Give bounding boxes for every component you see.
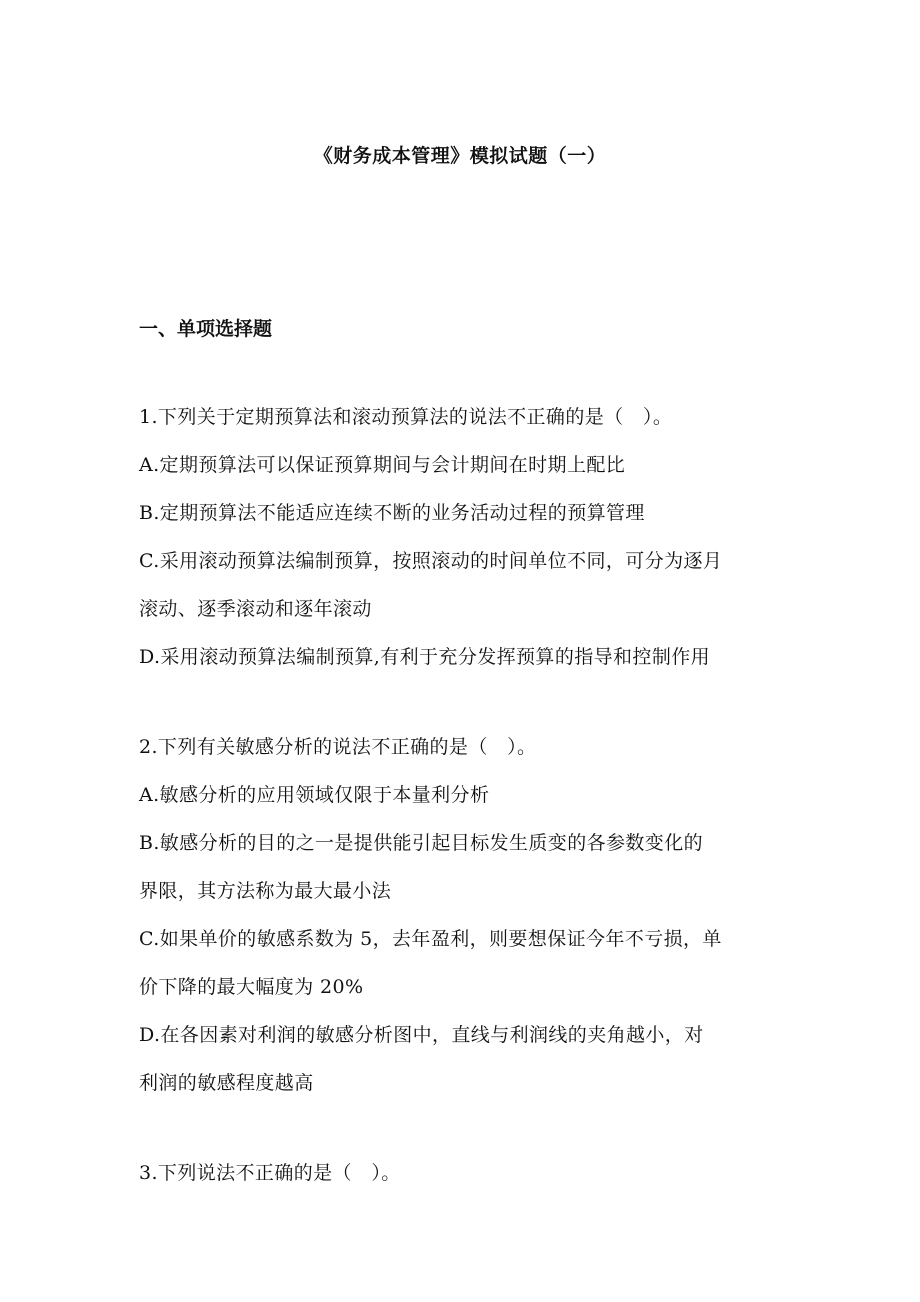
question-1-option-b: B.定期预算法不能适应连续不断的业务活动过程的预算管理 [139, 502, 645, 524]
question-2-option-d-line1: D.在各因素对利润的敏感分析图中，直线与利润线的夹角越小，对 [139, 1024, 704, 1046]
question-3-stem: 3.下列说法不正确的是（ ）。 [139, 1162, 401, 1184]
question-2-option-c-line1: C.如果单价的敏感系数为 5，去年盈利，则要想保证今年不亏损，单 [139, 928, 722, 950]
question-2-option-b-line2: 界限，其方法称为最大最小法 [139, 880, 392, 902]
question-1-option-d: D.采用滚动预算法编制预算,有利于充分发挥预算的指导和控制作用 [139, 646, 711, 668]
question-1-option-c-line1: C.采用滚动预算法编制预算，按照滚动的时间单位不同，可分为逐月 [139, 550, 723, 572]
question-2-option-d-line2: 利润的敏感程度越高 [139, 1072, 314, 1094]
section-heading: 一、单项选择题 [139, 318, 273, 340]
question-1-option-c-line2: 滚动、逐季滚动和逐年滚动 [139, 598, 372, 620]
document-title: 《财务成本管理》模拟试题（一） [313, 145, 607, 167]
question-2-stem: 2.下列有关敏感分析的说法不正确的是（ ）。 [139, 736, 537, 758]
question-2-option-c-line2: 价下降的最大幅度为 20% [139, 976, 364, 998]
question-2-option-a: A.敏感分析的应用领域仅限于本量利分析 [139, 784, 490, 806]
question-2-option-b-line1: B.敏感分析的目的之一是提供能引起目标发生质变的各参数变化的 [139, 832, 704, 854]
question-1-stem: 1.下列关于定期预算法和滚动预算法的说法不正确的是（ ）。 [139, 406, 673, 428]
question-1-option-a: A.定期预算法可以保证预算期间与会计期间在时期上配比 [139, 454, 626, 476]
